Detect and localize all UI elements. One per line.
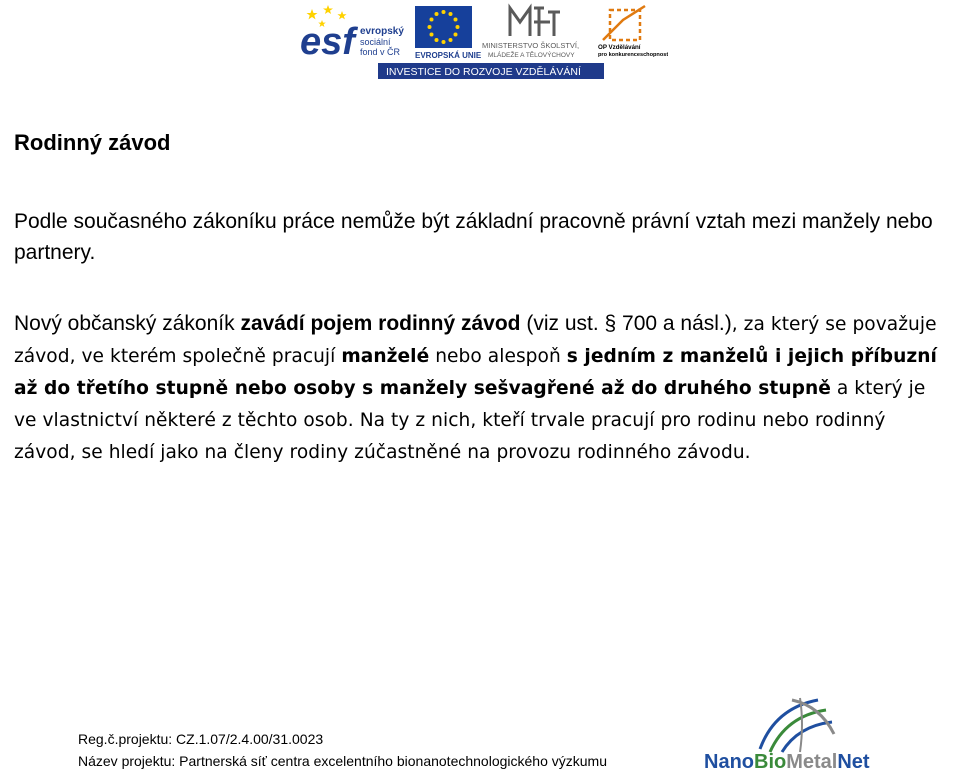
eu-label: EVROPSKÁ UNIE xyxy=(415,51,482,60)
op-vzdelavani-logo xyxy=(598,6,668,58)
eu-flag-logo xyxy=(415,6,482,60)
op-line1: OP Vzdělávání xyxy=(598,44,641,51)
esf-wordmark: esf xyxy=(300,21,355,63)
header-logo-banner xyxy=(298,2,668,80)
msmt-line1: MINISTERSTVO ŠKOLSTVÍ, xyxy=(482,41,580,50)
p2-term: zavádí pojem rodinný závod xyxy=(240,312,521,335)
esf-logo xyxy=(300,5,404,63)
esf-line1: evropský xyxy=(360,26,404,37)
paragraph-2 xyxy=(14,308,949,468)
op-line2: pro konkurenceschopnost xyxy=(598,52,668,58)
nanobiometalnet-logo xyxy=(700,694,890,772)
project-name: Název projektu: Partnerská síť centra excelentního bionanotechnologického výzkumu xyxy=(78,753,607,769)
nbm-net: Net xyxy=(837,751,870,772)
slide-title: Rodinný závod xyxy=(14,130,171,155)
slide-content xyxy=(14,128,949,463)
project-registration: Reg.č.projektu: CZ.1.07/2.4.00/31.0023 xyxy=(78,731,324,747)
paragraph-1: Podle současného zákoníku práce nemůže být základní pracovně právní vztah mezi manžely nebo partnery. xyxy=(14,210,933,264)
p2-definition: , za který se považuje závod, ve kterém společně pracují xyxy=(14,314,937,367)
globe-icon xyxy=(760,698,834,752)
p2-intro: Nový občanský zákoník xyxy=(14,312,241,335)
p2-citation: (viz ust. § 700 a násl.) xyxy=(520,312,732,335)
msmt-logo xyxy=(482,8,579,59)
investice-label: INVESTICE DO ROZVOJE VZDĚLÁVÁNÍ xyxy=(386,66,581,78)
p2-members: Na ty z nich, kteří trvale pracují pro rodinu nebo rodinný závod, se hledí jako na členy rodiny zúčastněné na provozu rodinného závodu. xyxy=(14,410,886,463)
project-footer xyxy=(78,728,607,772)
p2-or: nebo alespoň xyxy=(429,346,567,367)
p2-relatives: s jedním z manželů i jejich příbuzní až do třetího stupně nebo osoby s manžely sešvagřené až do druhého stupně xyxy=(14,346,937,399)
partner-logos xyxy=(298,2,668,80)
p2-spouses: manželé xyxy=(341,346,430,367)
p2-ownership: a který je ve vlastnictví některé z těchto osob. xyxy=(14,378,926,431)
svg-text:NanoBioMetalNet xyxy=(704,751,870,772)
esf-line3: fond v ČR xyxy=(360,47,401,57)
nbm-metal: Metal xyxy=(786,751,838,772)
msmt-line2: MLÁDEŽE A TĚLOVÝCHOVY xyxy=(488,52,575,59)
nanobiometalnet-graphic xyxy=(700,694,890,772)
esf-line2: sociální xyxy=(360,37,391,47)
nbm-nano: Nano xyxy=(704,751,754,772)
nbm-bio: Bio xyxy=(754,751,787,772)
